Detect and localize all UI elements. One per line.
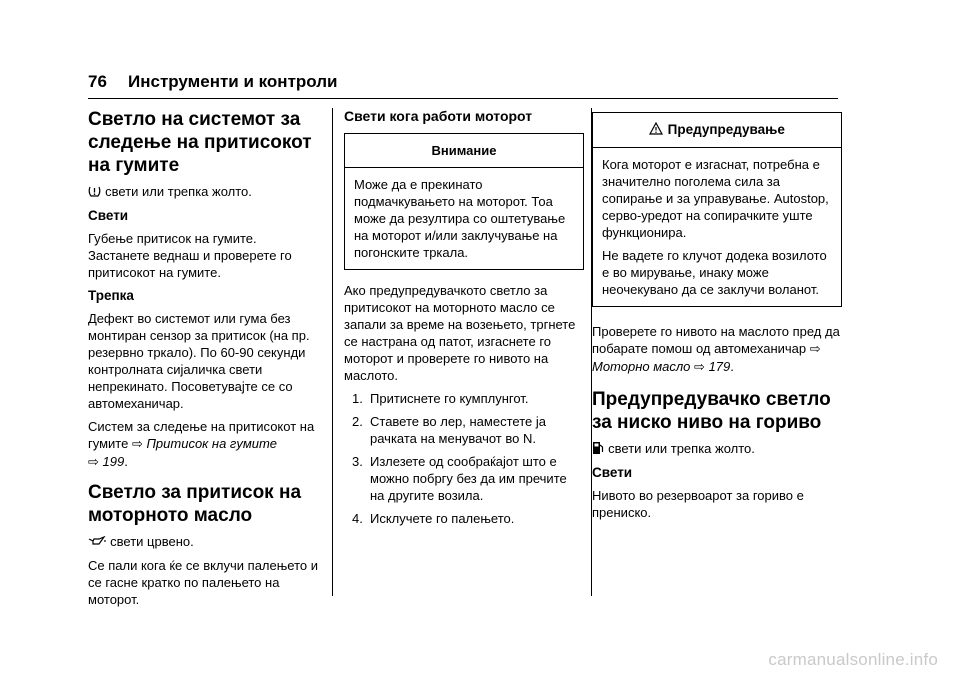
engine-oil-page[interactable]: 179 [708,359,731,374]
section-title-tpms: Светло на системот за следење на притисокот на гумите [88,109,312,176]
warning-heading-row [593,113,841,148]
fuel-indicator-text: свети или трепка жолто. [608,441,755,456]
watermark: carmanualsonline.info [768,650,938,669]
page-reference-arrow-icon: ⇨ [694,360,705,375]
chapter-title: Инструменти и контроли [128,72,338,91]
step-number: 3. [352,454,363,469]
paragraph-check-oil: Проверете го нивото на маслото пред да побарате помош од автомеханичар ⇨ Моторно масло ⇨ 179. [592,324,840,375]
step-number: 1. [352,391,363,406]
tpms-indicator-line [88,183,320,201]
step-number: 4. [352,511,363,526]
warning-text-1: Кога моторот е изгаснат, потребна е значително поголема сила за сопирање и за управување. Autostop, серво-уредот на сопирачките уште функционира. [602,157,829,240]
step-number: 2. [352,414,363,429]
paragraph-low-fuel: Нивото во резервоарот за гориво е прениско. [592,488,804,520]
section-title-low-fuel: Предупредувачко светло за ниско ниво на гориво [592,389,831,433]
list-item [344,413,584,447]
warning-heading: Предупредување [667,122,785,137]
step-text: Притиснете го кумплунгот. [370,391,529,406]
step-text: Ставете во лер, наместете ја рачката на менувачот во N. [370,414,546,446]
paragraph-oil-warning: Ако предупредувачкото светло за притисокот на моторното масло се запали за време на возењето, тргнете се настрана од патот, изгаснете го моторот и проверете го нивото на маслото. [344,283,576,383]
header-rule [88,98,838,99]
check-oil-text: Проверете го нивото на маслото пред да побарате помош од автомеханичар [592,324,840,356]
caution-heading: Внимание [345,134,583,168]
fuel-indicator-line [592,440,842,458]
subheading-sveti-fuel: Свети [592,465,633,480]
fuel-pump-icon [592,442,608,457]
oil-can-icon [88,535,110,550]
warning-box [592,112,842,307]
column-divider-1 [332,108,333,596]
tpms-reference-link[interactable]: Притисок на гумите [146,436,278,451]
column-2 [344,108,584,533]
step-text: Излезете од сообраќајот што е можно побргу без да им пречите на другите возила. [370,454,567,503]
paragraph-oil-pressure: Се пали кога ќе се вклучи палењето и се гасне кратко по палењето на моторот. [88,558,319,607]
column-1 [88,108,320,614]
paragraph-tpms-sveti: Губење притисок на гумите. Застанете веднаш и проверете го притисокот на гумите. [88,231,292,280]
warning-triangle-icon [649,123,668,138]
subheading-trepka: Трепка [88,288,134,303]
caution-box [344,133,584,270]
engine-oil-link[interactable]: Моторно масло [592,359,691,374]
column-3 [592,112,842,527]
page-reference-arrow-icon: ⇨ [809,342,821,357]
section-title-engine-running: Свети кога работи моторот [344,108,533,124]
oil-indicator-text: свети црвено. [110,534,194,549]
tpms-reference-text: Систем за следење на притисокот на гумите [88,419,315,451]
page-number: 76 [88,72,107,91]
subheading-sveti: Свети [88,208,129,223]
paragraph-tpms-trepka: Дефект во системот или гума без монтиран сензор за притисок (на пр. резервно тркало). По 60-90 секунди контролната сијаличка свети непрекинато. Посоветувајте се со автомеханичар. [88,311,310,411]
list-item [344,453,584,504]
caution-text: Може да е прекинато подмачкувањето на моторот. Тоа може да резултира со оштетување на моторот и/или заклучување на погонските тркала. [354,177,566,260]
section-title-oil-pressure: Светло за притисок на моторното масло [88,482,302,526]
steps-list [344,390,584,527]
list-item [344,510,584,527]
page-reference-arrow-icon: ⇨ [88,455,99,470]
tpms-reference: Систем за следење на притисокот на гумите ⇨ Притисок на гумите ⇨ 199. [88,419,315,470]
tpms-reference-page[interactable]: 199 [102,454,125,469]
oil-indicator-line [88,533,320,551]
tpms-indicator-text: свети или трепка жолто. [105,184,252,199]
warning-text-2: Не вадете го клучот додека возилото е во мирување, инаку може неочекувано да се заклучи воланот. [602,248,827,297]
list-item [344,390,584,407]
step-text: Исклучете го палењето. [370,511,515,526]
tire-pressure-icon [88,185,105,200]
page-reference-arrow-icon: ⇨ [131,437,143,452]
